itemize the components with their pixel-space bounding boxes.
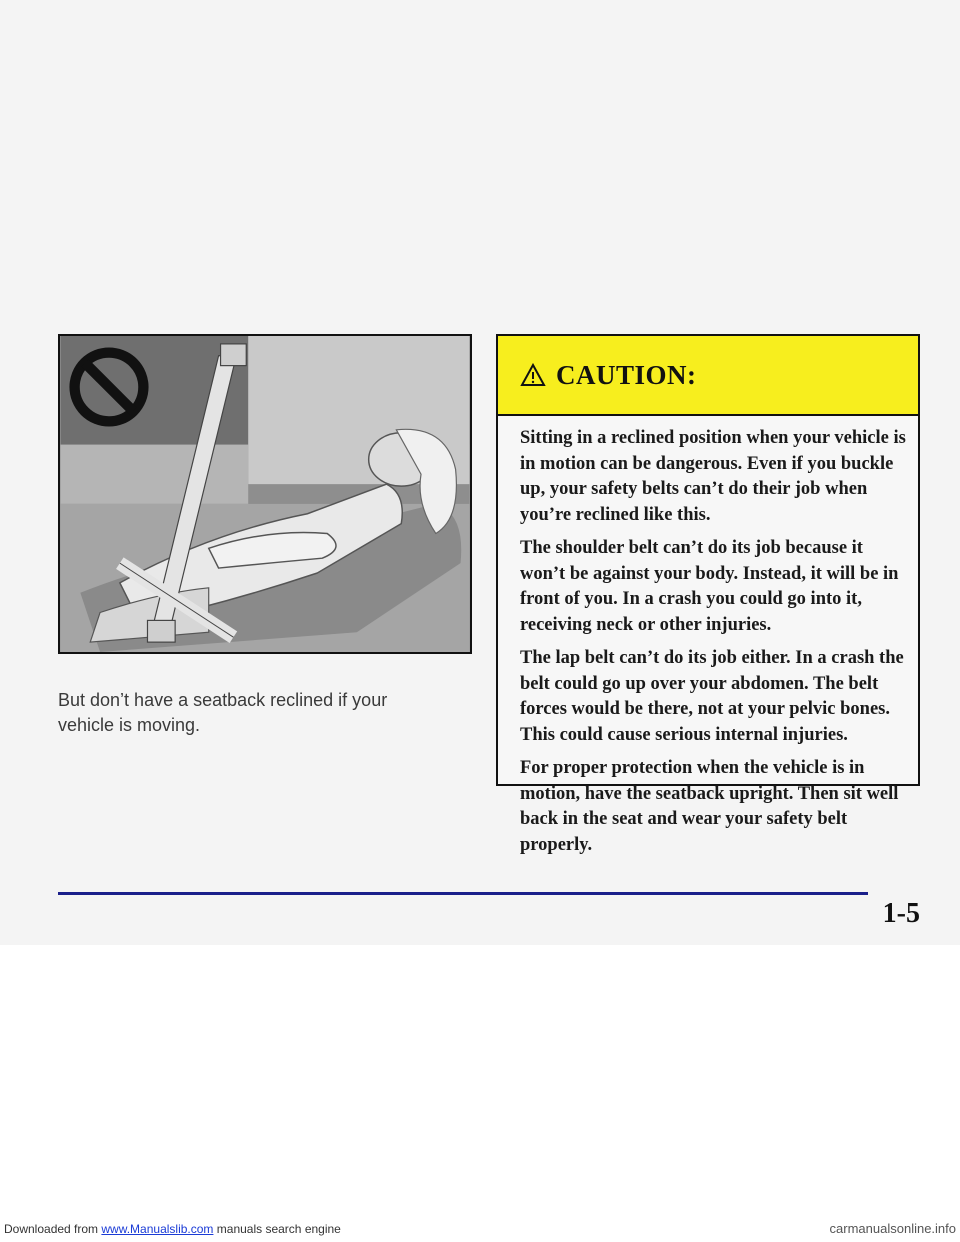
caution-box <box>496 334 920 855</box>
footer-rule <box>58 892 868 895</box>
site-watermark: carmanualsonline.info <box>829 1221 956 1236</box>
caution-header <box>498 336 918 416</box>
source-line <box>4 1222 341 1236</box>
caution-paragraph: For proper protection when the vehicle is in motion, have the seatback upright. Then sit well back in the seat and wear your safety belt properly. <box>520 758 899 855</box>
caution-body <box>498 416 918 858</box>
reclined-passenger-illustration <box>58 334 472 654</box>
caution-paragraph: The lap belt can’t do its job either. In a crash the belt could go up over your abdomen. The belt forces would be there, not at your pelvic bones. This could cause serious internal injuries. <box>520 648 904 745</box>
page-number: 1-5 <box>882 898 920 929</box>
caution-paragraph: Sitting in a reclined position when your vehicle is in motion can be dangerous. Even if you buckle up, your safety belts can’t do their job when you’re reclined like this. <box>520 428 906 525</box>
warning-triangle-icon <box>520 363 546 387</box>
caution-title: CAUTION: <box>556 359 697 390</box>
source-prefix: Downloaded from <box>4 1222 102 1236</box>
manualslib-link[interactable]: www.Manualslib.com <box>101 1222 214 1236</box>
source-suffix: manuals search engine <box>213 1222 341 1236</box>
body-paragraph: But don’t have a seatback reclined if your vehicle is moving. <box>58 690 388 735</box>
caution-paragraph: The shoulder belt can’t do its job because it won’t be against your body. Instead, it will be in front of you. In a crash you could go into it, receiving neck or other injuries. <box>520 538 899 635</box>
no-symbol-icon <box>66 344 152 430</box>
